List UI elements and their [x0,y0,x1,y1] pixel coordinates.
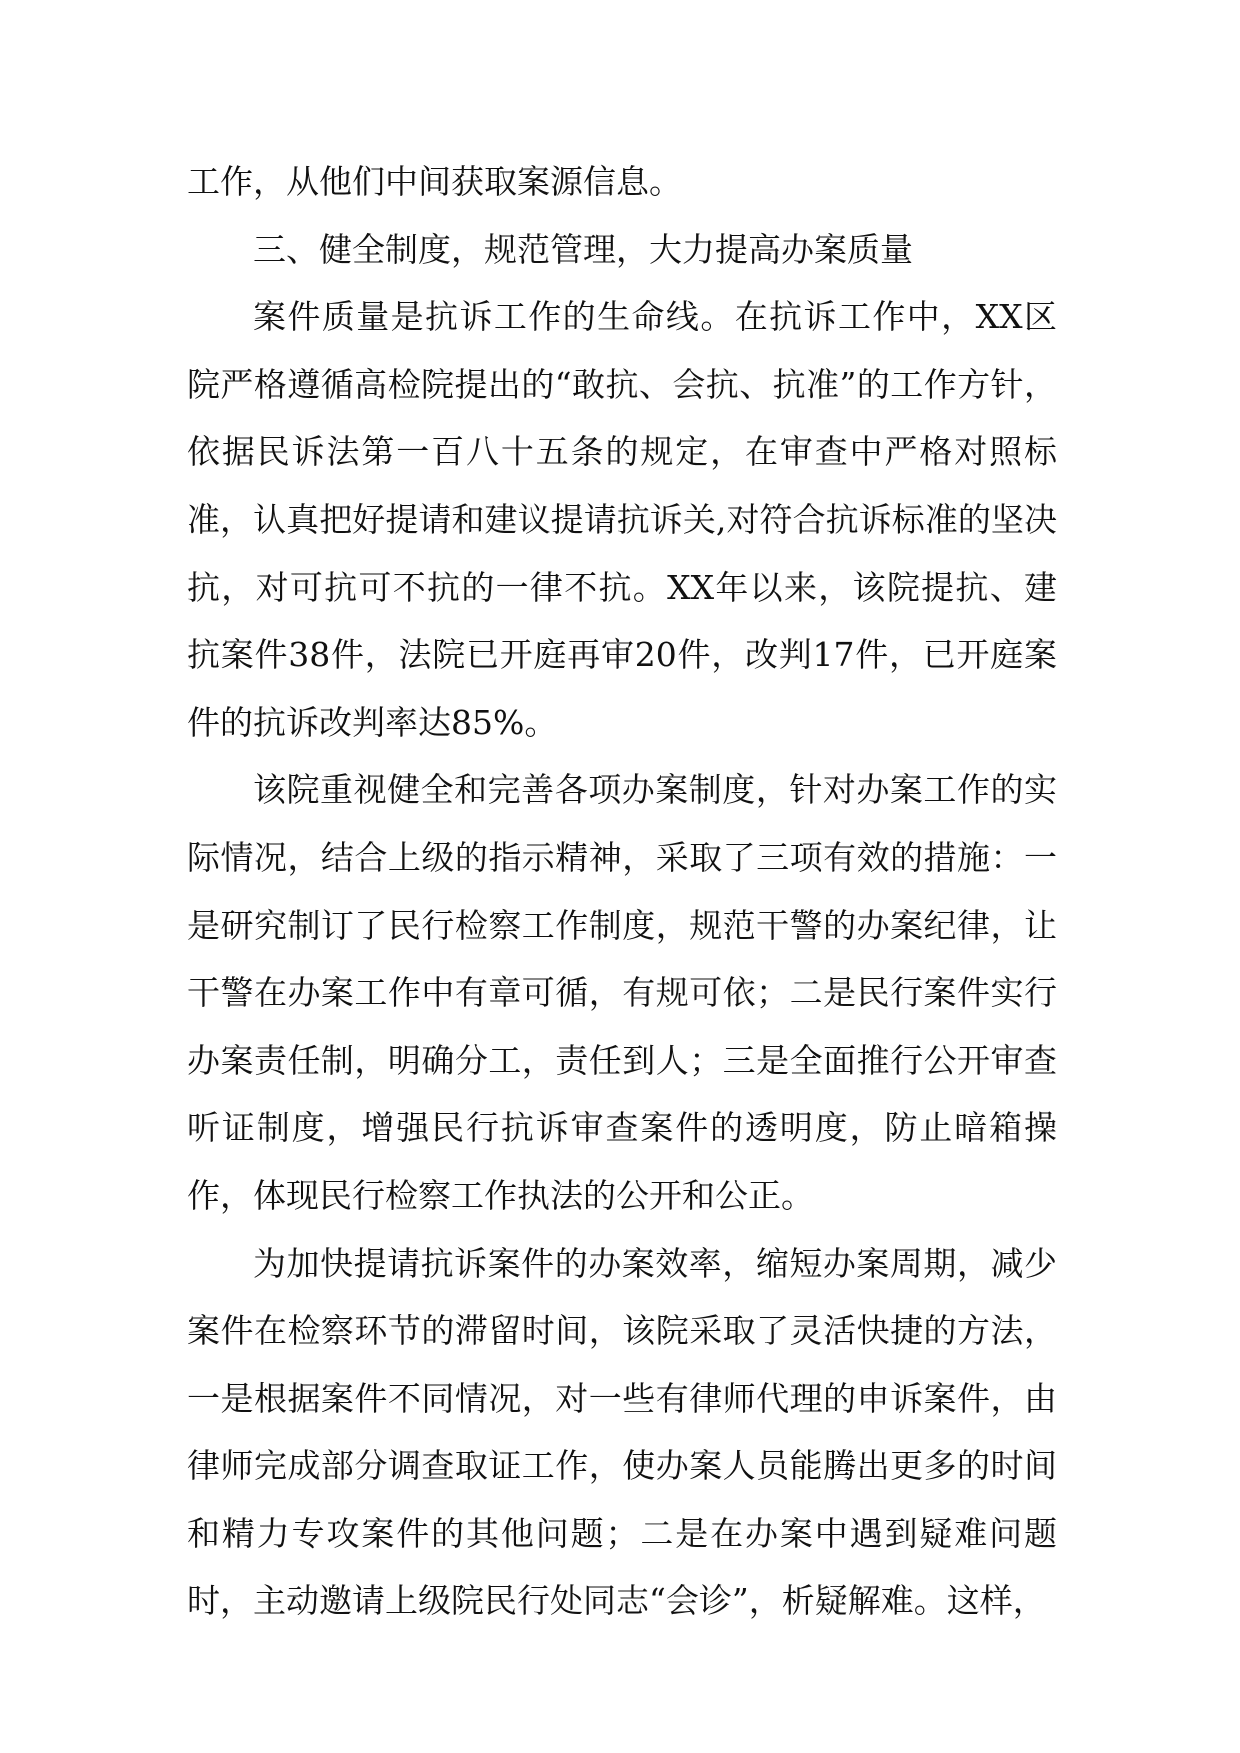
paragraph-case-system: 该院重视健全和完善各项办案制度，针对办案工作的实际情况，结合上级的指示精神，采取了三项有效的措施：一是研究制订了民行检察工作制度，规范干警的办案纪律，让干警在办案工作中有章可循，有规可依；二是民行案件实行办案责任制，明确分工，责任到人；三是全面推行公开审查听证制度，增强民行抗诉审查案件的透明度，防止暗箱操作，体现民行检察工作执法的公开和公正。 [187,770,1057,1215]
document-body [187,148,1057,1635]
section-heading: 三、健全制度，规范管理，大力提高办案质量 [253,229,913,269]
paragraph-efficiency: 为加快提请抗诉案件的办案效率，缩短办案周期，减少案件在检察环节的滞留时间，该院采取了灵活快捷的方法，一是根据案件不同情况，对一些有律师代理的申诉案件，由律师完成部分调查取证工作，使办案人员能腾出更多的时间和精力专攻案件的其他问题；二是在办案中遇到疑难问题时，主动邀请上级院民行处同志“会诊”，析疑解难。这样， [187,1243,1057,1621]
paragraph-continuation: 工作，从他们中间获取案源信息。 [187,162,682,201]
paragraph-case-quality: 案件质量是抗诉工作的生命线。在抗诉工作中，XX区院严格遵循高检院提出的“敢抗、会抗、抗准”的工作方针，依据民诉法第一百八十五条的规定，在审查中严格对照标准，认真把好提请和建议提请抗诉关,对符合抗诉标准的坚决抗，对可抗可不抗的一律不抗。XX年以来，该院提抗、建抗案件38件，法院已开庭再审20件，改判17件，已开庭案件的抗诉改判率达85%。 [187,297,1057,742]
